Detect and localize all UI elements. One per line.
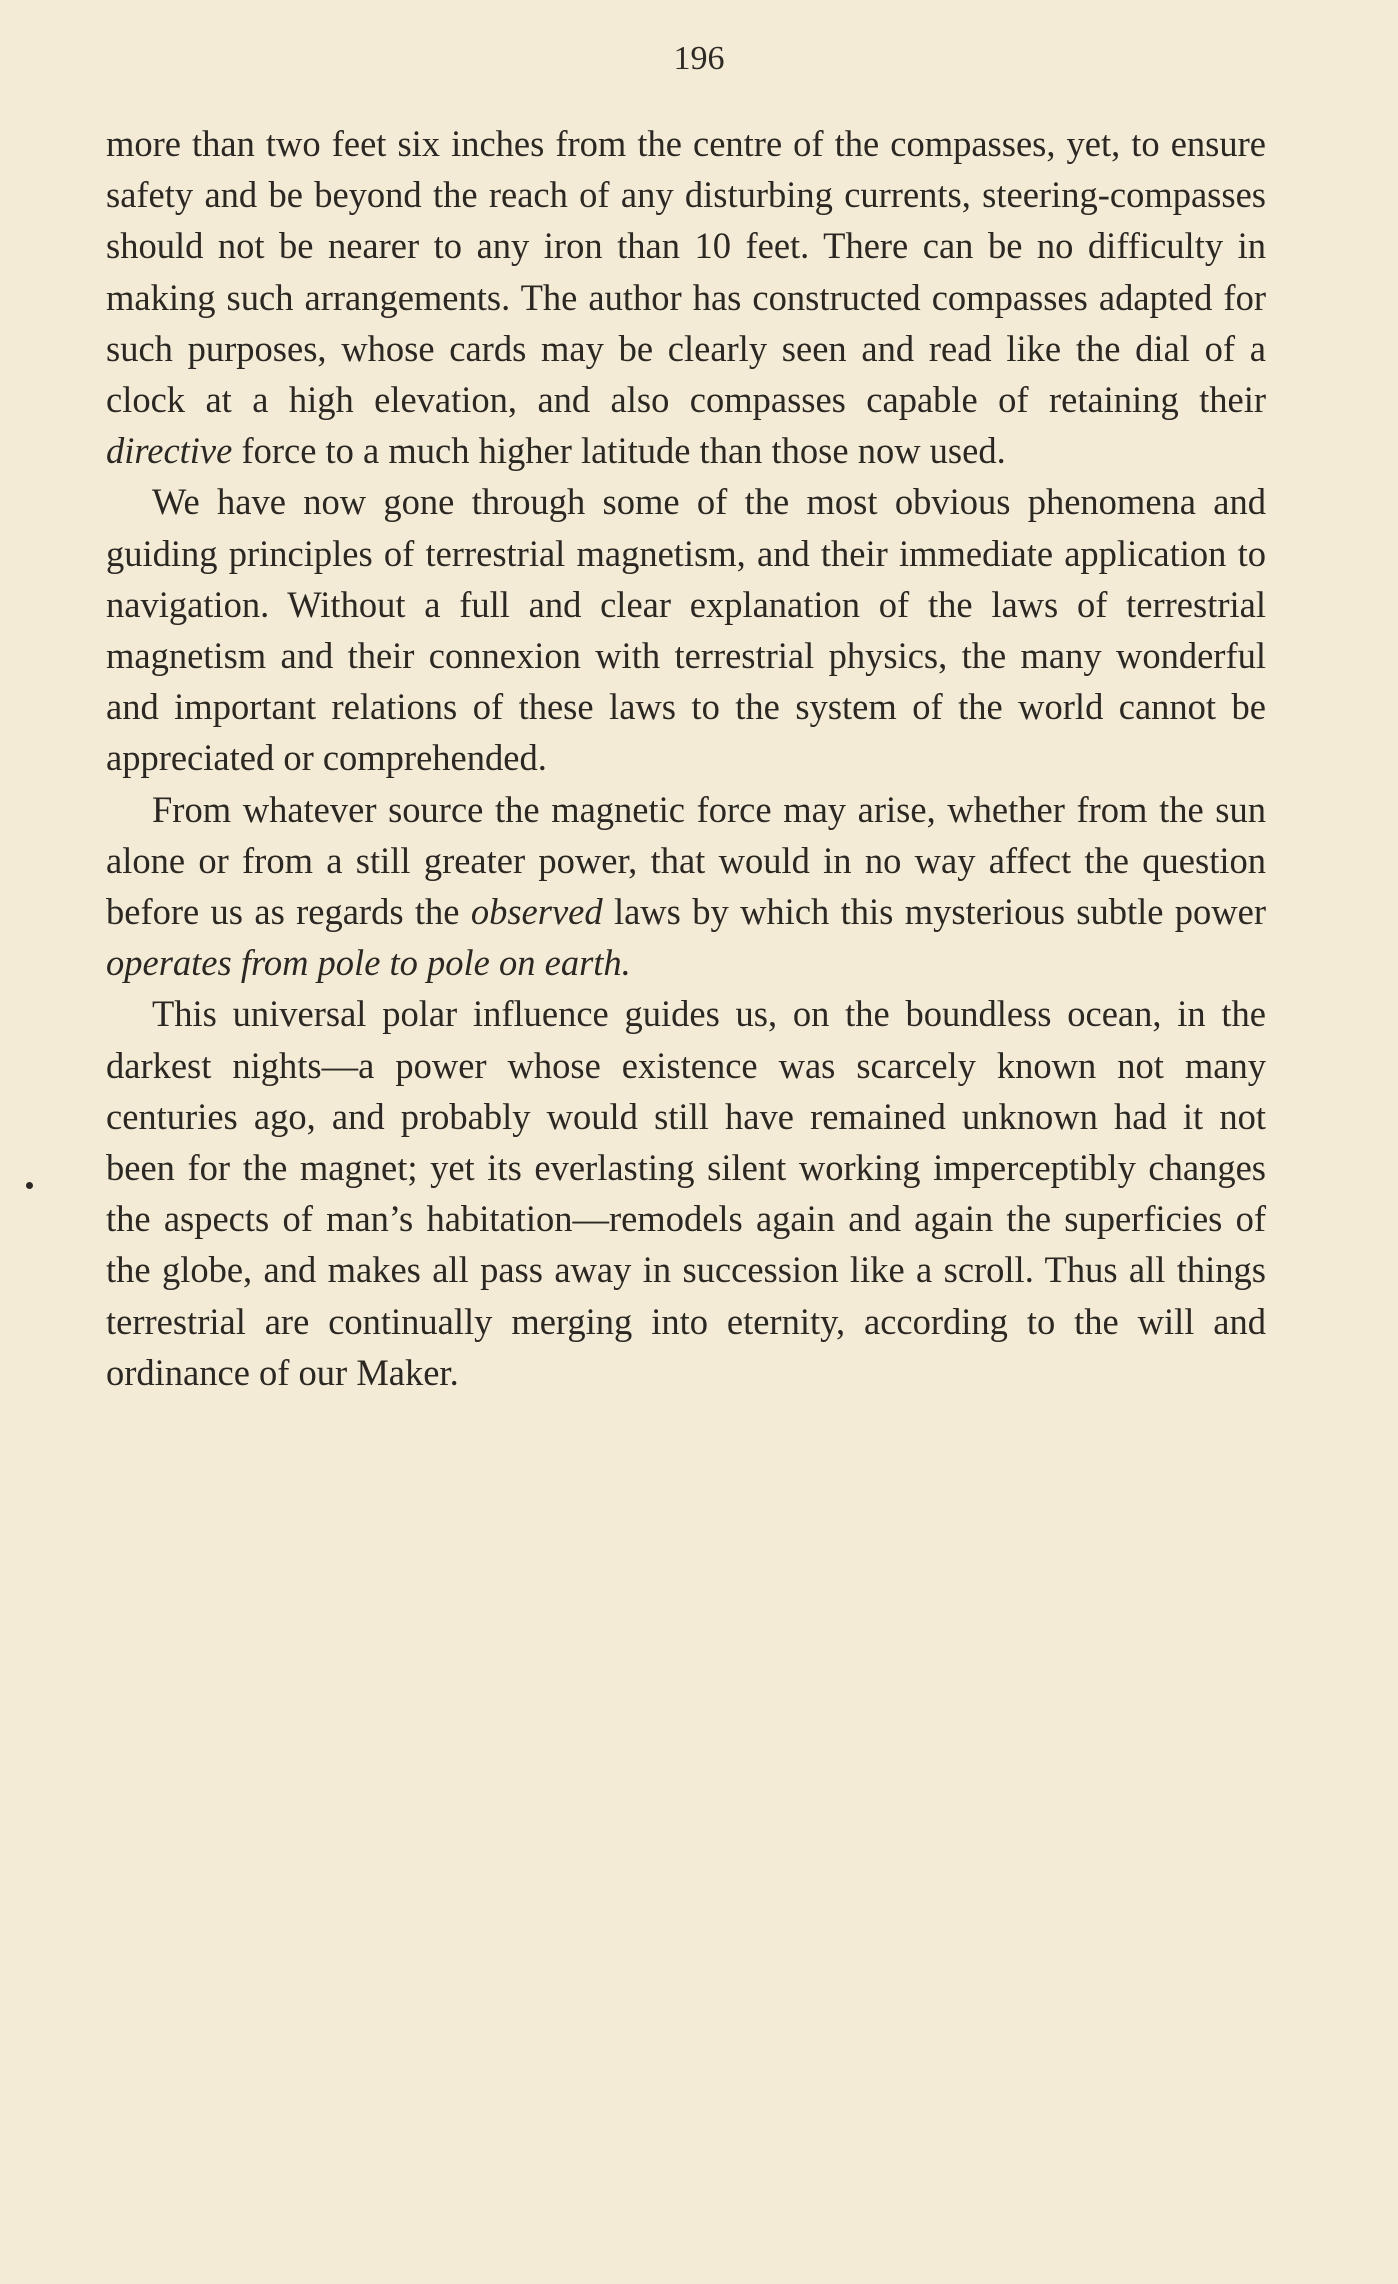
italic-text-segment: observed: [470, 891, 603, 933]
text-segment: From whatever source the magnetic force may arise, whether from the sun alone or from a still greater power, that would in no way affect the question before us as regards the: [106, 788, 1266, 933]
text-segment: This universal polar influence guides us, on the boundless ocean, in the darkest nights—a power whose existence was scarcely known not many centuries ago, and probably would still have remained unknown had it not been for the magnet; yet its everlasting silent working imperceptibly changes the aspects of man’s habitation—remodels again and again the superficies of the globe, and makes all pass away in succession like a scroll. Thus all things terrestrial are continually merging into eternity, according to the will and ordinance of our Maker.: [106, 993, 1266, 1393]
italic-text-segment: directive: [106, 430, 233, 472]
italic-text-segment: operates from pole to pole on earth.: [106, 942, 631, 984]
paragraph-3: [106, 784, 1266, 989]
page-number: 196: [673, 40, 725, 77]
text-segment: We have now gone through some of the most obvious phenomena and guiding principles of terrestrial magnetism, and their immediate application to navigation. Without a full and clear explanation of the laws of terrestrial magnetism and their connexion with terrestrial physics, the many wonderful and important relations of these laws to the system of the world cannot be appreciated or comprehended.: [106, 481, 1266, 779]
body-text: [106, 118, 1266, 1398]
text-segment: more than two feet six inches from the centre of the compasses, yet, to ensure safety and be beyond the reach of any disturbing currents, steering-compasses should not be nearer to any iron than 10 feet. There can be no difficulty in making such arrangements. The author has constructed compasses adapted for such purposes, whose cards may be clearly seen and read like the dial of a clock at a high elevation, and also compasses capable of retaining their: [106, 123, 1266, 421]
paragraph-4: [106, 988, 1266, 1398]
paragraph-2: [106, 476, 1266, 783]
text-segment: force to a much higher latitude than those now used.: [232, 430, 1006, 472]
text-segment: laws by which this mysterious subtle power: [602, 891, 1266, 933]
paragraph-1: [106, 118, 1266, 476]
ink-mark: [26, 1182, 33, 1189]
